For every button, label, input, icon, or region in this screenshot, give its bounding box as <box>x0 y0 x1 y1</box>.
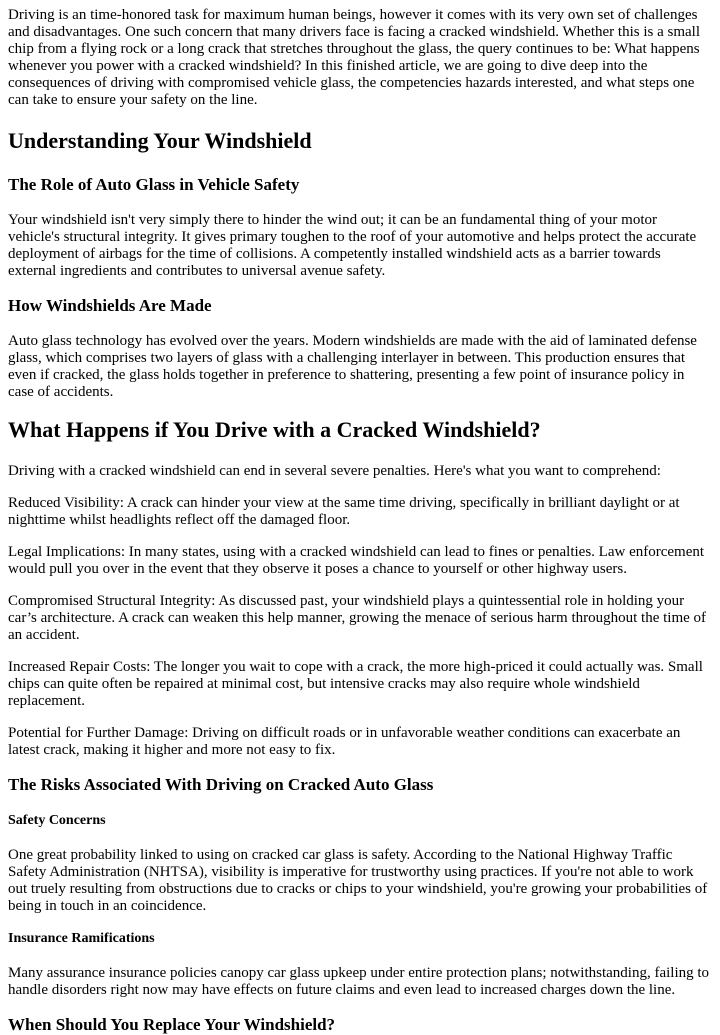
paragraph-what-happens-intro: Driving with a cracked windshield can end in several severe penalties. Here's what you want to comprehend: <box>8 463 661 479</box>
paragraph-legal-implications: Legal Implications: In many states, using with a cracked windshield can lead to fines or penalties. Law enforcement would pull you over in the event that they observe it poses a chance to yourself or other highway users. <box>8 544 705 577</box>
heading-risks-cracked-auto-glass: The Risks Associated With Driving on Cracked Auto Glass <box>8 775 434 794</box>
intro-paragraph: Driving is an time-honored task for maximum human beings, however it comes with its very own set of challenges and disadvantages. One such concern that many drivers face is facing a cracked windshield. Whether this is a small chip from a flying rock or a long crack that stretches throughout the glass, the query continues to be: What happens whenever you power with a cracked windshield? In this finished article, we are going to dive deep into the consequences of driving with compromised vehicle glass, the competencies hazards interested, and what steps one can take to ensure your safety on the line. <box>8 7 700 108</box>
paragraph-structural-integrity: Compromised Structural Integrity: As discussed past, your windshield plays a quintessential role in holding your car’s architecture. A crack can weaken this help manner, growing the menace of serious harm throughout the time of an accident. <box>8 593 707 643</box>
heading-understanding-your-windshield: Understanding Your Windshield <box>8 128 312 153</box>
paragraph-role-of-auto-glass: Your windshield isn't very simply there to hinder the wind out; it can be an fundamental thing of your motor vehicle's structural integrity. It gives primary toughen to the roof of your automotive and helps protect the accurate deployment of airbags for the time of collisions. A competently installed windshield acts as a barrier towards external ingredients and contributes to universal avenue safety. <box>8 212 697 279</box>
heading-what-happens-cracked-windshield: What Happens if You Drive with a Cracked Windshield? <box>8 417 541 442</box>
heading-role-of-auto-glass: The Role of Auto Glass in Vehicle Safety <box>8 175 300 194</box>
paragraph-further-damage: Potential for Further Damage: Driving on difficult roads or in unfavorable weather conditions can exacerbate an latest crack, making it higher and more not easy to fix. <box>8 725 681 758</box>
paragraph-safety-concerns: One great probability linked to using on cracked car glass is safety. According to the National Highway Traffic Safety Administration (NHTSA), visibility is imperative for trustworthy using practices. If you're not able to work out truely resulting from obstructions due to cracks or chips to your windshield, you're growing your probabilities of being in touch in an coincidence. <box>8 847 708 914</box>
paragraph-repair-costs: Increased Repair Costs: The longer you wait to cope with a crack, the more high-priced it could actually was. Small chips can quite often be repaired at minimal cost, but intensive cracks may also require whole windshield replacement. <box>8 659 703 709</box>
heading-when-replace-windshield: When Should You Replace Your Windshield? <box>8 1015 336 1034</box>
article <box>0 7 720 1035</box>
paragraph-reduced-visibility: Reduced Visibility: A crack can hinder your view at the same time driving, specifically in brilliant daylight or at nighttime whilst headlights reflect off the damaged floor. <box>8 495 680 528</box>
paragraph-how-windshields-are-made: Auto glass technology has evolved over the years. Modern windshields are made with the aid of laminated defense glass, which comprises two layers of glass with a challenging interlayer in between. This production ensures that even if cracked, the glass holds together in preference to shattering, presenting a few point of insurance policy in case of accidents. <box>8 333 697 400</box>
heading-insurance-ramifications: Insurance Ramifications <box>8 931 155 946</box>
paragraph-insurance-ramifications: Many assurance insurance policies canopy car glass upkeep under entire protection plans; notwithstanding, failing to handle disorders right now may have effects on future claims and even lead to increased charges down the line. <box>8 965 710 998</box>
heading-safety-concerns: Safety Concerns <box>8 813 106 828</box>
heading-how-windshields-are-made: How Windshields Are Made <box>8 296 212 315</box>
